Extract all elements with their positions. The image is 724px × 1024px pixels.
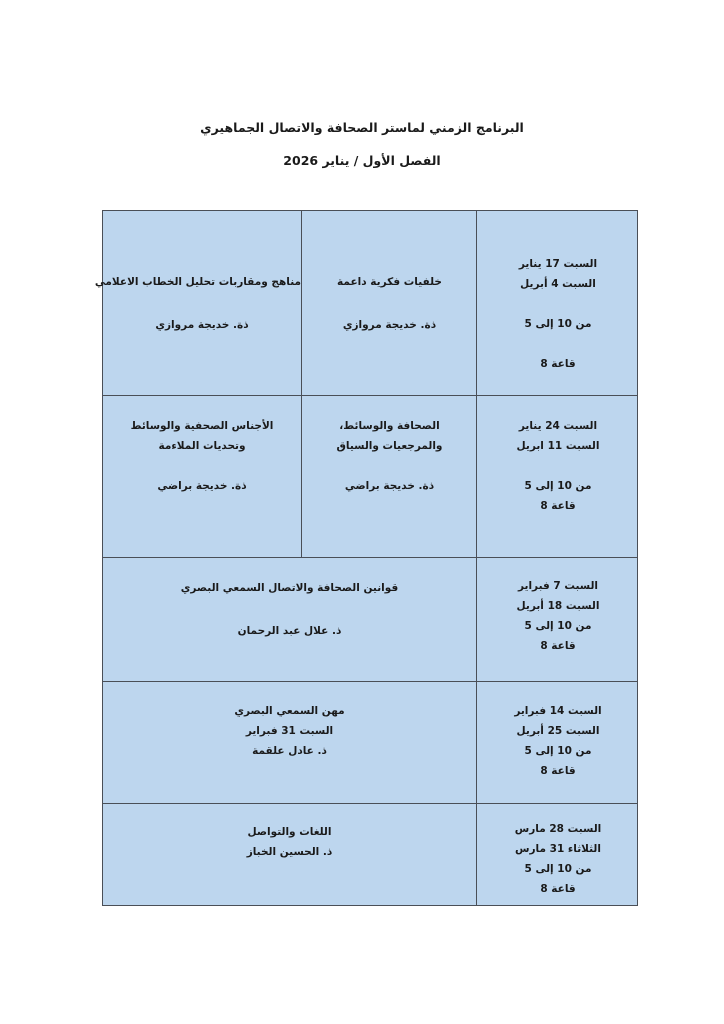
schedule-time: من 10 إلى 5 (524, 863, 592, 875)
row-2-course-1 (303, 397, 476, 557)
schedule-date-1: السبت 24 يناير (518, 420, 598, 432)
row-4-course (103, 683, 476, 803)
schedule-date-2: السبت 4 أبريل (520, 278, 596, 290)
schedule-room: قاعة 8 (540, 640, 576, 652)
course-title: قوانين الصحافة والاتصال السمعي البصري (180, 582, 399, 594)
row-2-schedule-cell (478, 397, 638, 557)
course-title: اللغات والتواصل (247, 826, 332, 838)
column-divider (301, 211, 302, 557)
course-title: مناهج ومقاربات تحليل الخطاب الاعلامي (94, 276, 301, 288)
schedule-room: قاعة 8 (540, 883, 576, 895)
course-teacher: ذة. خديجة مروازي (342, 319, 437, 331)
course-teacher: ذة. خديجة براضي (157, 480, 247, 492)
course-teacher: ذ. الحسين الخباز (246, 846, 333, 858)
row-divider (103, 681, 637, 682)
course-teacher: ذة. خديجة مروازي (155, 319, 249, 331)
schedule-table (94, 210, 638, 906)
course-title-line-1: الأجناس الصحفية والوسائط (130, 420, 274, 432)
schedule-room: قاعة 8 (540, 500, 576, 512)
schedule-time: من 10 إلى 5 (524, 620, 592, 632)
schedule-time: من 10 إلى 5 (524, 318, 592, 330)
course-title: خلفيات فكرية داعمة (337, 276, 442, 288)
course-teacher: ذ. عادل علقمة (252, 745, 327, 757)
schedule-room: قاعة 8 (540, 358, 576, 370)
row-2-course-2 (103, 397, 301, 557)
schedule-date-2: السبت 25 أبريل (516, 725, 600, 737)
row-3-course (103, 559, 476, 681)
course-teacher: ذة. خديجة براضي (344, 480, 435, 492)
course-title: مهن السمعي البصري (234, 705, 345, 717)
row-1-course-2 (94, 211, 301, 395)
schedule-room: قاعة 8 (540, 765, 576, 777)
row-4-schedule-cell (478, 683, 638, 803)
course-extra-date: السبت 31 فبراير (245, 725, 334, 737)
row-3-schedule-cell (478, 559, 638, 681)
schedule-date-2: الثلاثاء 31 مارس (515, 843, 601, 855)
row-divider (103, 557, 637, 558)
course-teacher: ذ. علال عبد الرحمان (237, 625, 342, 637)
course-title-line-1: الصحافة والوسائط، (339, 420, 440, 432)
row-divider (103, 395, 637, 396)
column-divider (476, 211, 477, 905)
row-1-schedule-cell (478, 211, 638, 395)
schedule-date-1: السبت 7 فبراير (517, 580, 599, 592)
row-divider (103, 803, 637, 804)
schedule-date-1: السبت 14 فبراير (514, 705, 602, 717)
row-1-course-1 (303, 211, 476, 395)
row-5-schedule-cell (478, 805, 638, 905)
row-5-course (103, 805, 476, 905)
course-title-line-2: وتحديات الملاءمة (158, 440, 246, 452)
course-title-line-2: والمرجعيات والسياق (336, 440, 443, 452)
schedule-date-2: السبت 11 ابريل (516, 440, 600, 452)
document-title: البرنامج الزمني لماستر الصحافة والاتصال الجماهيري (200, 120, 524, 135)
schedule-date-1: السبت 28 مارس (514, 823, 602, 835)
schedule-time: من 10 إلى 5 (524, 745, 592, 757)
semester-subtitle: الفصل الأول / يناير 2026 (283, 153, 441, 168)
schedule-time: من 10 إلى 5 (524, 480, 592, 492)
schedule-date-1: السبت 17 يناير (518, 258, 598, 270)
schedule-date-2: السبت 18 أبريل (516, 600, 600, 612)
